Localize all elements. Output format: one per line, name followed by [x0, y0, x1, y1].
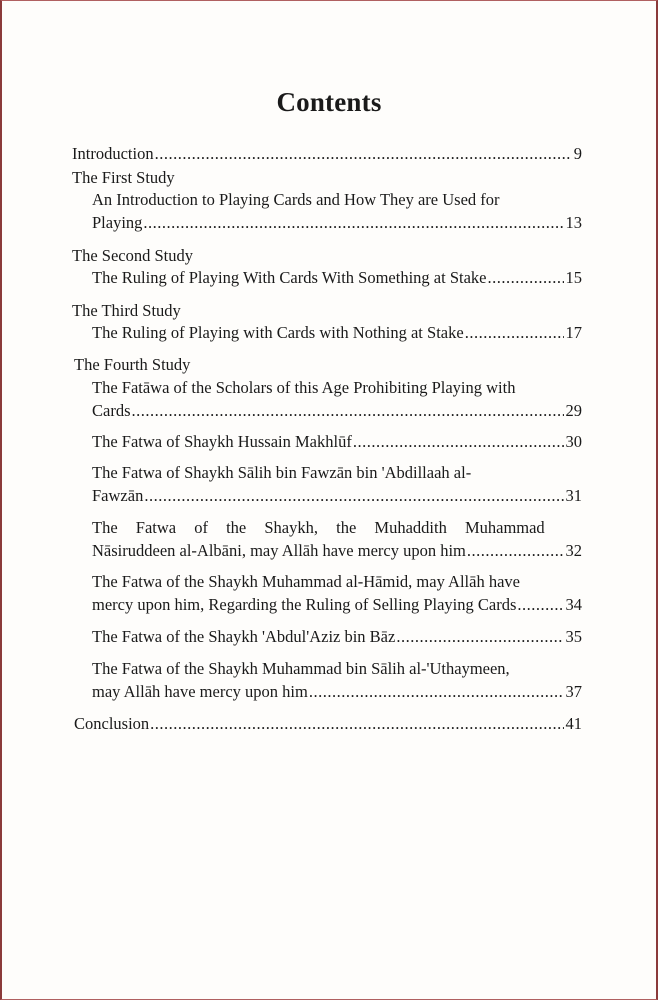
dot-leader — [396, 627, 563, 647]
toc-entry-text: Fawzān — [92, 486, 144, 505]
toc-entry-text: mercy upon him, Regarding the Ruling of Selling Playing Cards — [92, 595, 517, 614]
toc-entry-text: The Ruling of Playing with Cards with Nothing at Stake — [92, 323, 464, 342]
toc-entry-text: The Fatwa of the Shaykh Muhammad bin Sālih al-'Uthaymeen, — [92, 659, 510, 678]
toc-page-number: 17 — [565, 323, 582, 342]
toc-page-number: 13 — [565, 213, 582, 232]
dot-leader — [488, 268, 564, 288]
toc-page-number: 30 — [565, 432, 582, 451]
toc-entry-first-study-line2 — [92, 213, 582, 233]
toc-entry-text: Cards — [92, 401, 131, 420]
toc-entry-text: An Introduction to Playing Cards and How They are Used for — [92, 190, 500, 209]
toc-entry-fourth-item5-line1 — [92, 572, 564, 592]
toc-entry-fourth-item6 — [92, 627, 582, 647]
toc-page-number: 15 — [565, 268, 582, 287]
toc-entry-text: The Fatwa of Shaykh Sālih bin Fawzān bin 'Abdillaah al- — [92, 463, 472, 482]
toc-entry-text: The Fatwa of the Shaykh, the Muhaddith Muhammad — [92, 518, 545, 537]
toc-heading-third-study: The Third Study — [72, 301, 181, 320]
dot-leader — [517, 595, 563, 615]
toc-page-number: 37 — [565, 682, 582, 701]
toc-entry-fourth-item4-line1 — [92, 518, 562, 538]
toc-heading-second-study: The Second Study — [72, 246, 193, 265]
toc-entry-fourth-item2 — [92, 432, 582, 452]
dot-leader — [467, 541, 564, 561]
toc-page-number: 9 — [573, 144, 582, 163]
toc-entry-fourth-item1-line1 — [92, 378, 562, 398]
toc-entry-text: The Fatwa of the Shaykh Muhammad al-Hāmid, may Allāh have — [92, 572, 520, 591]
toc-page-number: 41 — [565, 714, 582, 733]
toc-entry-text: The Fatwa of the Shaykh 'Abdul'Aziz bin Bāz — [92, 627, 396, 646]
toc-entry-fourth-item3-line1 — [92, 463, 564, 483]
toc-entry-text: The Fatwa of Shaykh Hussain Makhlūf — [92, 432, 352, 451]
toc-entry-fourth-item1-line2 — [92, 401, 582, 421]
toc-entry-fourth-item7-line1 — [92, 659, 564, 679]
toc-entry-fourth-item7-line2 — [92, 682, 582, 702]
toc-entry-fourth-item4-line2 — [92, 541, 582, 561]
toc-heading-fourth-study: The Fourth Study — [74, 355, 191, 374]
toc-page-number: 35 — [565, 627, 582, 646]
dot-leader — [143, 213, 563, 233]
dot-leader — [465, 323, 564, 343]
toc-entry-text: The Fatāwa of the Scholars of this Age Prohibiting Playing with — [92, 378, 516, 397]
page-title: Contents — [276, 87, 382, 117]
toc-entry-third-study — [92, 323, 582, 343]
toc-page-number: 29 — [565, 401, 582, 420]
toc-page-number: 31 — [565, 486, 582, 505]
toc-entry-first-study-line1 — [92, 190, 562, 210]
toc-entry-text: Nāsiruddeen al-Albāni, may Allāh have mercy upon him — [92, 541, 466, 560]
dot-leader — [155, 144, 572, 164]
dot-leader — [309, 682, 564, 702]
toc-page-number: 34 — [565, 595, 582, 614]
dot-leader — [144, 486, 563, 506]
table-of-contents — [2, 1, 656, 999]
toc-entry-text: Playing — [92, 213, 143, 232]
toc-entry-fourth-item3-line2 — [92, 486, 582, 506]
dot-leader — [132, 401, 564, 421]
toc-entry-conclusion — [74, 714, 582, 734]
dot-leader — [353, 432, 564, 452]
toc-entry-text: The Ruling of Playing With Cards With Something at Stake — [92, 268, 487, 287]
dot-leader — [150, 714, 563, 734]
toc-entry-text: Introduction — [72, 144, 154, 163]
toc-entry-introduction — [72, 144, 582, 164]
toc-page-number: 32 — [565, 541, 582, 560]
toc-entry-second-study — [92, 268, 582, 288]
toc-entry-fourth-item5-line2 — [92, 595, 582, 615]
toc-entry-text: Conclusion — [74, 714, 150, 733]
toc-entry-text: may Allāh have mercy upon him — [92, 682, 308, 701]
toc-heading-first-study: The First Study — [72, 168, 175, 187]
